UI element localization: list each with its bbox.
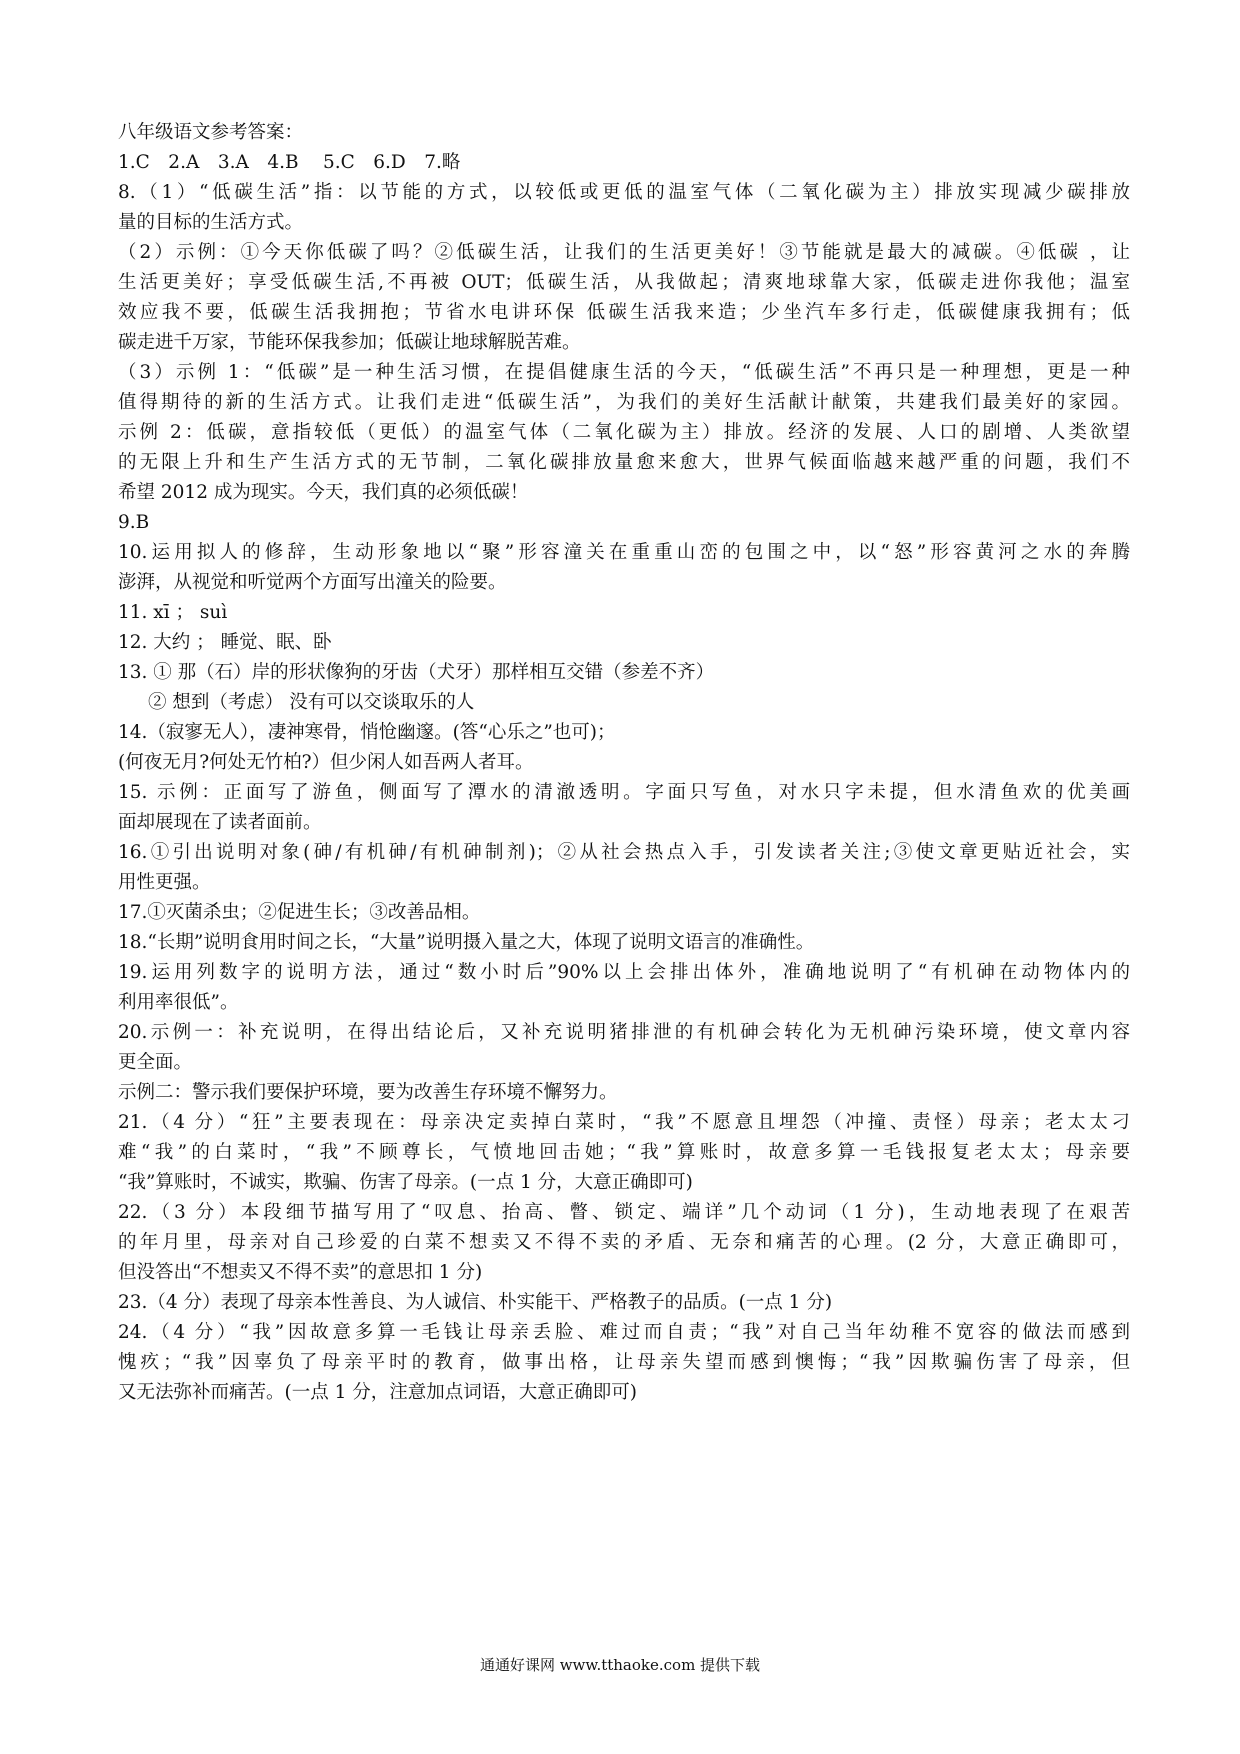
text-line: 22.（3 分）本段细节描写用了“叹息、抬高、瞥、锁定、端详”几个动词（1 分)，生动地表现了在艰苦	[118, 1202, 1130, 1223]
text-line: 12. 大约 ； 睡觉、眠、卧	[118, 632, 332, 653]
text-line: 愧疚；“我”因辜负了母亲平时的教育，做事出格，让母亲失望而感到懊悔；“我”因欺骗伤害了母亲，但	[118, 1352, 1130, 1373]
text-line: 但没答出“不想卖又不得不卖”的意思扣 1 分)	[118, 1262, 483, 1283]
text-line: 18.“长期”说明食用时间之长，“大量”说明摄入量之大，体现了说明文语言的准确性。	[118, 932, 815, 953]
text-line: 生活更美好；享受低碳生活,不再被 OUT；低碳生活，从我做起；清爽地球靠大家，低碳走进你我他；温室	[118, 272, 1130, 293]
text-line: 20.示例一：补充说明，在得出结论后，又补充说明猪排泄的有机砷会转化为无机砷污染环境，使文章内容	[118, 1022, 1130, 1043]
text-line: （2）示例：①今天你低碳了吗？②低碳生活，让我们的生活更美好！③节能就是最大的减碳。④低碳 ，让	[118, 242, 1130, 263]
text-line: 利用率很低”。	[118, 992, 239, 1013]
text-line: 碳走进千万家，节能环保我参加；低碳让地球解脱苦难。	[118, 332, 581, 353]
text-line: 更全面。	[118, 1052, 193, 1073]
text-line: 又无法弥补而痛苦。(一点 1 分，注意加点词语，大意正确即可)	[118, 1382, 637, 1403]
text-line: 13. ① 那（石）岸的形状像狗的牙齿（犬牙）那样相互交错（参差不齐）	[118, 662, 715, 683]
text-line: 14.（寂寥无人），凄神寒骨，悄怆幽邃。(答“心乐之”也可)；	[118, 722, 616, 743]
text-line: 面却展现在了读者面前。	[118, 812, 322, 833]
text-line: 23.（4 分）表现了母亲本性善良、为人诚信、朴实能干、严格教子的品质。(一点 1 分)	[118, 1292, 833, 1313]
text-line: 的年月里，母亲对自己珍爱的白菜不想卖又不得不卖的矛盾、无奈和痛苦的心理。(2 分，大意正确即可，	[118, 1232, 1130, 1253]
text-line: 24.（4 分）“我”因故意多算一毛钱让母亲丢脸、难过而自责；“我”对自己当年幼稚不宽容的做法而感到	[118, 1322, 1130, 1343]
text-line: 16.①引出说明对象(砷/有机砷/有机砷制剂)；②从社会热点入手，引发读者关注;③使文章更贴近社会，实	[118, 842, 1130, 863]
text-line: (何夜无月?何处无竹柏?）但少闲人如吾两人者耳。	[118, 752, 534, 773]
text-line: 8.（1）“低碳生活”指：以节能的方式，以较低或更低的温室气体（二氧化碳为主）排放实现减少碳排放	[118, 182, 1130, 203]
text-line: 9.B	[118, 512, 150, 533]
text-line: 量的目标的生活方式。	[118, 212, 304, 233]
page-footer: 通通好课网 www.tthaoke.com 提供下载	[479, 1656, 761, 1674]
text-line: ② 想到（考虑） 没有可以交谈取乐的人	[148, 692, 475, 713]
text-line: 效应我不要，低碳生活我拥抱；节省水电讲环保 低碳生活我来造；少坐汽车多行走，低碳健康我拥有；低	[118, 302, 1130, 323]
text-line: 用性更强。	[118, 872, 211, 893]
text-line: 的无限上升和生产生活方式的无节制，二氧化碳排放量愈来愈大，世界气候面临越来越严重的问题，我们不	[118, 452, 1130, 473]
text-line: 11. xī ； suì	[118, 602, 228, 623]
text-line: 值得期待的新的生活方式。让我们走进“低碳生活”，为我们的美好生活献计献策，共建我们最美好的家园。	[118, 392, 1130, 413]
text-line: 15. 示例：正面写了游鱼，侧面写了潭水的清澈透明。字面只写鱼，对水只字未提，但水清鱼欢的优美画	[118, 782, 1130, 803]
text-line: 21.（4 分）“狂”主要表现在：母亲决定卖掉白菜时，“我”不愿意且埋怨（冲撞、责怪）母亲；老太太刁	[118, 1112, 1130, 1133]
text-line: 难“我”的白菜时，“我”不顾尊长，气愤地回击她；“我”算账时，故意多算一毛钱报复老太太；母亲要	[118, 1142, 1130, 1163]
text-line: 10.运用拟人的修辞，生动形象地以“聚”形容潼关在重重山峦的包围之中，以“怒”形容黄河之水的奔腾	[118, 542, 1130, 563]
text-line: 示例二：警示我们要保护环境，要为改善生存环境不懈努力。	[118, 1082, 618, 1103]
text-line: 希望 2012 成为现实。今天，我们真的必须低碳！	[118, 482, 529, 503]
text-line: 八年级语文参考答案：	[118, 122, 304, 143]
text-line: 澎湃，从视觉和听觉两个方面写出潼关的险要。	[118, 572, 507, 593]
text-line: “我”算账时，不诚实，欺骗、伤害了母亲。(一点 1 分，大意正确即可)	[118, 1172, 693, 1193]
text-line: 1.C 2.A 3.A 4.B 5.C 6.D 7.略	[118, 152, 461, 173]
answer-key-document	[118, 118, 1130, 1408]
text-line: 示例 2：低碳，意指较低（更低）的温室气体（二氧化碳为主）排放。经济的发展、人口的剧增、人类欲望	[118, 422, 1130, 443]
text-line: （3）示例 1：“低碳”是一种生活习惯，在提倡健康生活的今天，“低碳生活”不再只是一种理想，更是一种	[118, 362, 1130, 383]
text-line: 19.运用列数字的说明方法，通过“数小时后”90%以上会排出体外，准确地说明了“有机砷在动物体内的	[118, 962, 1130, 983]
text-line: 17.①灭菌杀虫；②促进生长；③改善品相。	[118, 902, 481, 923]
